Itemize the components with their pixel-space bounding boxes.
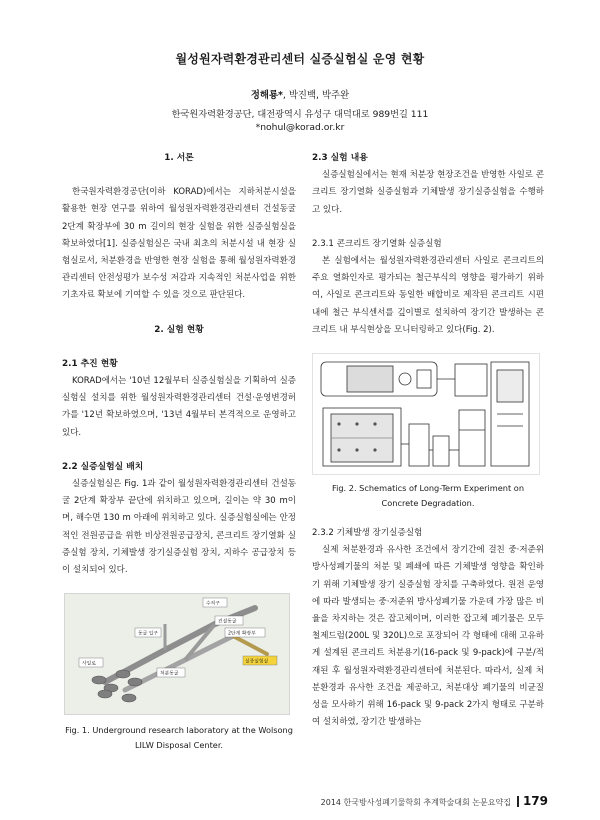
page-number: 179 — [522, 794, 548, 808]
figure-2-drawing — [313, 354, 539, 474]
figure-1-drawing — [65, 594, 289, 714]
section-2-3-1-heading: 2.3.1 콘크리트 장기열화 실증실험 — [312, 238, 442, 249]
figure-1-caption: Fig. 1. Underground research laboratory at the Wolsong LILW Disposal Center. — [65, 725, 293, 751]
co-authors: , 박진백, 박주완 — [282, 90, 350, 101]
lead-author: 정해룡* — [250, 90, 283, 101]
fig1-label-lab: 실증실험실 — [245, 659, 269, 665]
section-2-heading: 2. 실험 현황 — [154, 324, 204, 335]
section-2-1-heading: 2.1 추진 현황 — [62, 358, 118, 369]
fig1-label-stage2: 2단계 확장부 — [228, 631, 256, 637]
affiliation: 한국원자력환경공단, 대전광역시 유성구 대덕대로 989번길 111 — [171, 109, 429, 120]
fig1-label-shaft: 수직구 — [206, 601, 220, 607]
section-2-3-1-paragraph: 본 실험에서는 월성원자력환경관리센터 사일로 콘크리트의 주요 열화인자로 평가되는 철근부식의 영향을 평가하기 위하여, 사일로 콘크리트와 동일한 배합비로 제작된 콘크리트 시편내에 철근 부식센서를 깊이별로 설치하여 장기간 발생하는 콘크리트 내 부식현상을 모니터링하고 있다(Fig. 2). — [312, 256, 544, 335]
section-2-2-paragraph: 실증실험실은 Fig. 1과 같이 월성원자력환경관리센터 건설동굴 2단계 확장부 끝단에 위치하고 있으며, 길이는 약 30 m이며, 해수면 130 m 아래에 위치하고 있다. 실증실험실에는 안정적인 전원공급을 위한 비상전원공급장치, 콘크리트 장기열화 실증실험 장치, 기체발생 장기실증실험 장치, 지하수 공급장치 등이 설치되어 있다. — [62, 479, 296, 576]
section-2-3-2-heading: 2.3.2 기체발생 장기실증실험 — [312, 528, 423, 539]
section-1-heading: 1. 서론 — [164, 153, 194, 163]
figure-1 — [64, 593, 290, 715]
fig1-label-entrance: 동굴 입구 — [138, 631, 159, 637]
footer-proceedings: 2014 한국방사성폐기물학회 추계학술대회 논문요약집 — [320, 798, 511, 807]
section-2-3-heading: 2.3 실험 내용 — [312, 153, 368, 163]
footer-divider — [517, 796, 519, 807]
fig1-label-disposal: 처분동굴 — [160, 671, 179, 677]
fig1-label-construction-tunnel: 건설동굴 — [218, 619, 237, 625]
figure-2 — [312, 353, 540, 475]
section-2-1-paragraph: KORAD에서는 '10년 12월부터 실증실험실을 기획하여 실증실험실 설치를 위한 월성원자력환경관리센터 건설·운영변경허가를 '12년 확보하였으며, '13년 4월부터 본격적으로 운영하고 있다. — [62, 376, 296, 438]
right-column — [312, 150, 544, 731]
page-footer — [0, 794, 548, 808]
paper-title: 월성원자력환경관리센터 실증실험실 운영 현황 — [175, 52, 425, 66]
fig1-label-silo: 사일로 — [82, 661, 96, 667]
intro-paragraph: 한국원자력환경공단(이하 KORAD)에서는 지하처분시설을 활용한 현장 연구를 위하여 월성원자력환경관리센터 건설동굴 2단계 확장부에 30 m 길이의 현장 실험을 위한 실증실험실을 확보하였다[1]. 실증실험실은 국내 최초의 처분시설 내 현장 실험실로서, 처분환경을 반영한 현장 실험을 통해 월성원자력환경관리센터 안전성평가 보수성 저감과 지속적인 처분사업을 위한 기초자료 확보에 기여할 수 있을 것으로 판단된다. — [62, 187, 296, 301]
section-2-3-2-paragraph: 실제 처분환경과 유사한 조건에서 장기간에 걸친 중·저준위 방사성폐기물의 처분 및 폐쇄에 따른 기체발생 영향을 확인하기 위해 기체발생 장기 실증실험 장치를 구축하였다. 원전 운영에 따라 발생되는 중·저준위 방사성폐기물 가운데 가장 많은 비율을 차지하는 것은 잡고체이며, 이러한 잡고체 폐기물은 모두 철제드럼(200L 및 320L)으로 포장되어 각 형태에 대해 고유하게 설계된 콘크리트 처분용기(16-pack 및 9-pack)에 구분/적재된 후 월성원자력환경관리센터에 처분된다. 따라서, 실제 처분환경과 유사한 조건을 제공하고, 처분대상 폐기물의 비균질성을 모사하기 위해 16-pack 및 9-pack 2가지 형태로 구분하여 설치하였, 장기간 발생하는 — [312, 545, 544, 728]
email: *nohul@korad.or.kr — [255, 122, 345, 133]
section-2-3-paragraph: 실증실험실에서는 현재 처분장 현장조건을 반영한 사일로 콘크리트 장기열화 실증실험과 기체발생 장기실증실험을 수행하고 있다. — [312, 170, 544, 215]
author-line — [0, 87, 600, 101]
left-column — [62, 150, 296, 753]
figure-2-caption: Fig. 2. Schematics of Long-Term Experiment on Concrete Degradation. — [331, 483, 525, 509]
section-2-2-heading: 2.2 실증실험실 배치 — [62, 461, 144, 472]
